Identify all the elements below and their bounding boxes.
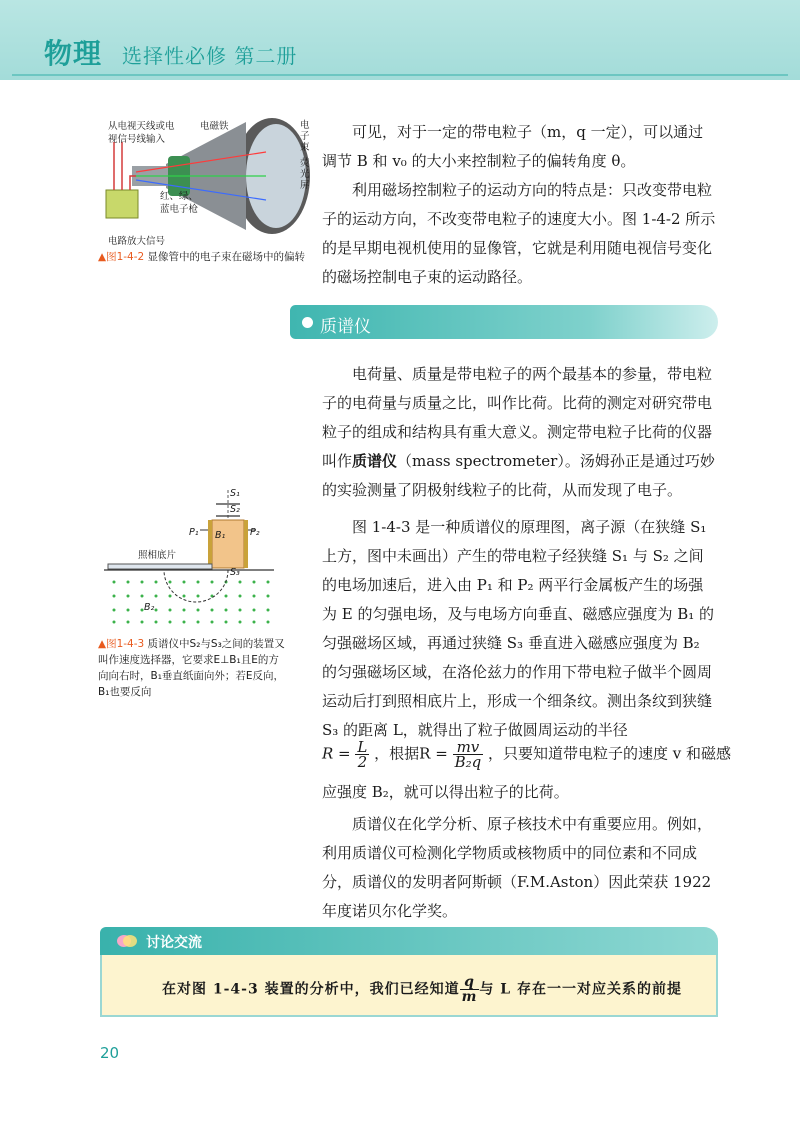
label-electron-beam: 电子束	[300, 120, 310, 153]
section-bullet-icon	[302, 317, 313, 328]
formula-line	[322, 738, 732, 771]
label-antenna-2: 视信号线输入	[108, 134, 166, 145]
label-amplifier: 电路放大信号	[108, 236, 166, 247]
caption-text: 显像管中的电子束在磁场中的偏转	[147, 251, 306, 263]
label-guns-2: 蓝电子枪	[160, 204, 199, 215]
discussion-text-a: 在对图 1-4-3 装置的分析中，我们已经知道	[162, 981, 460, 998]
amplifier-box	[106, 190, 138, 218]
body-text: 电荷量、质量是带电粒子的两个最基本的参量，带电粒子的电荷量与质量之比，叫作比荷。比荷的测定对研究带电粒子的组成和结构具有重大意义。测定带电粒子比荷的仪器叫作	[322, 365, 713, 470]
figure-1-4-3-caption	[98, 636, 288, 700]
intro-paragraph-2: 利用磁场控制粒子的运动方向的特点是：只改变带电粒子的运动方向，不改变带电粒子的速度大小。图 1-4-2 所示的是早期电视机使用的显像管，它就是利用随电视信号变化的磁场控制电子束的运动路径。	[322, 181, 716, 286]
body-text: （mass spectrometer）。汤姆孙正是通过巧妙的实验测量了阴极射线粒子的比荷，从而发现了电子。	[322, 452, 715, 499]
photographic-film	[108, 564, 212, 569]
fraction-denominator: m	[461, 989, 478, 1005]
label-guns: 红、绿、	[160, 191, 199, 202]
label-s1: S₁	[230, 488, 240, 499]
body-paragraph-2: 图 1-4-3 是一种质谱仪的原理图，离子源（在狭缝 S₁ 上方，图中未画出）产生的带电粒子经狭缝 S₁ 与 S₂ 之间的电场加速后，进入由 P₁ 和 P₂ 两平行金属板产生的场强为 E 的匀强电场，及与电场方向垂直、磁感应强度为 B₁ 的匀强磁场区域，再通过狭缝 S₃ 垂直进入磁感应强度为 B₂ 的匀强磁场区域，在洛伦兹力的作用下带电粒子做半个圆周运动后打到照相底片上，形成一个细条纹。测出条纹到狭缝 S₃ 的距离 L，就得出了粒子做圆周运动的半径	[322, 518, 715, 739]
label-s2: S₂	[230, 504, 240, 515]
figure-1-4-2-caption	[98, 249, 320, 265]
label-b1: B₁	[215, 530, 226, 541]
fraction-numerator: L	[357, 738, 368, 756]
body-paragraph-4: 质谱仪在化学分析、原子核技术中有重要应用。例如，利用质谱仪可检测化学物质或核物质中的同位素和不同成分，质谱仪的发明者阿斯顿（F.M.Aston）因此荣获 1922 年度诺贝尔化学奖。	[322, 815, 713, 920]
fraction-denominator: 2	[357, 753, 368, 771]
figure-mass-spectrometer	[104, 490, 274, 626]
header-divider	[12, 74, 788, 76]
body-paragraph-3: 应强度 B₂，就可以得出粒子的比荷。	[322, 783, 569, 801]
page-number: 20	[100, 1044, 120, 1062]
formula-r: R =	[322, 744, 351, 763]
fraction-numerator: mv	[453, 740, 484, 755]
fraction-l-over-2	[355, 740, 369, 769]
label-film: 照相底片	[138, 550, 177, 561]
label-p1: P₁	[189, 527, 199, 538]
discussion-icon	[116, 932, 138, 950]
formula-tail: ，只要知道带电粒子的速度 v 和磁感	[488, 744, 732, 763]
label-screen: 荧光屏	[300, 158, 310, 191]
fraction-denominator: B₂q	[454, 753, 482, 771]
label-electromagnet: 电磁铁	[200, 121, 229, 132]
body-paragraph-1	[322, 360, 718, 505]
label-antenna: 从电视天线或电	[108, 121, 175, 132]
formula-mid: ，根据R =	[374, 744, 448, 763]
caption-text: 质谱仪中S₂与S₃之间的装置又叫作速度选择器，它要求E⊥B₁且E的方向向右时，B₁垂直纸面向外；若E反向，B₁也要反向	[98, 638, 285, 698]
label-p2: P₂	[250, 527, 260, 538]
fraction-mv-over-b2q	[453, 740, 484, 769]
velocity-selector	[212, 520, 244, 568]
fraction-q-over-m	[460, 975, 480, 1004]
discussion-text-b: 与 L 存在一一对应关系的前提	[479, 981, 683, 998]
particle-path	[164, 570, 228, 602]
label-b2: B₂	[144, 602, 155, 613]
section-title: 质谱仪	[320, 317, 371, 337]
discussion-text	[162, 975, 682, 1004]
plate-p1	[208, 520, 212, 568]
intro-paragraph-1: 可见，对于一定的带电粒子（m，q 一定），可以通过调节 B 和 v₀ 的大小来控制粒子的偏转角度 θ。	[322, 123, 704, 170]
book-subtitle: 选择性必修 第二册	[122, 44, 298, 68]
page-header	[0, 0, 800, 80]
label-s3: S₃	[230, 567, 240, 578]
term-mass-spectrometer: 质谱仪	[352, 452, 398, 470]
caption-number: ▲图1-4-3	[98, 638, 145, 650]
caption-number: ▲图1-4-2	[98, 251, 145, 263]
book-brand: 物理	[44, 37, 103, 70]
discussion-title: 讨论交流	[146, 935, 202, 951]
fraction-numerator: q	[460, 975, 480, 990]
plate-p2	[244, 520, 248, 568]
